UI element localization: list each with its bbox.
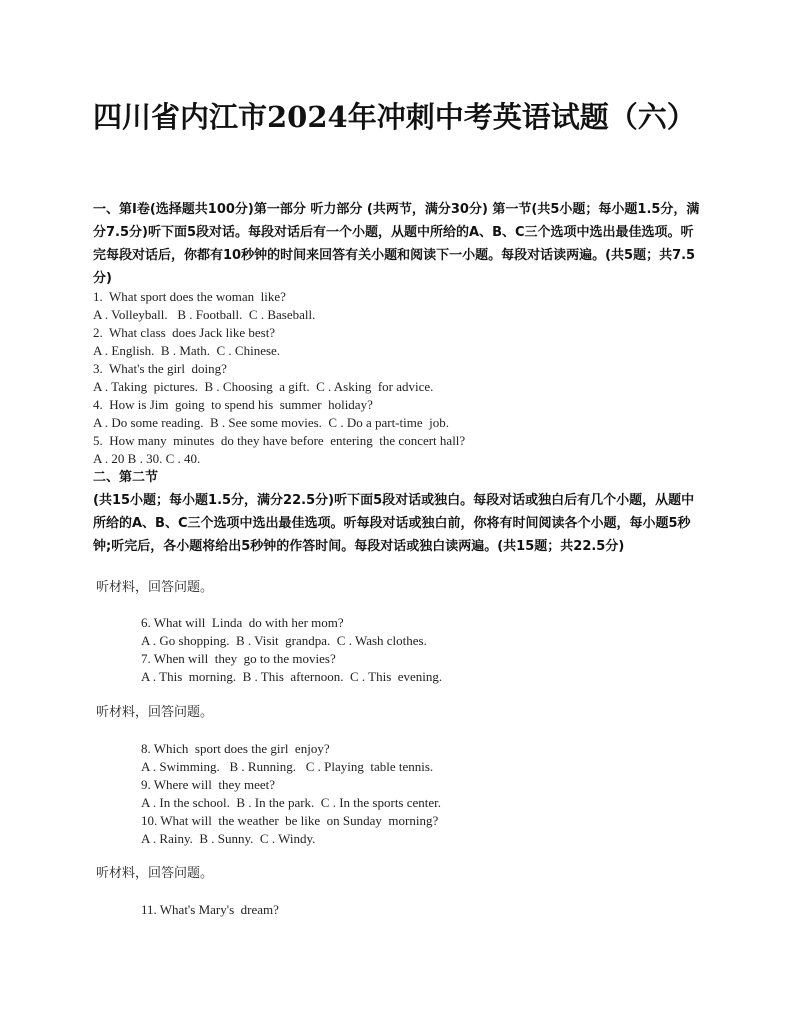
option-line: A . Do some reading. B . See some movies. C . Do a part-time job. bbox=[93, 415, 450, 430]
material-label: 听材料，回答问题。 bbox=[96, 866, 214, 881]
option-line: A . Swimming. B . Running. C . Playing table tennis. bbox=[141, 759, 434, 774]
option-line: A . Volleyball. B . Football. C . Baseball. bbox=[93, 307, 316, 322]
question-line: 9. Where will they meet? bbox=[141, 777, 276, 792]
question-line: 5. How many minutes do they have before entering the concert hall? bbox=[93, 433, 466, 448]
material-label: 听材料，回答问题。 bbox=[96, 705, 214, 720]
question-line: 11. What's Mary's dream? bbox=[141, 902, 279, 917]
question-line: 6. What will Linda do with her mom? bbox=[141, 615, 344, 630]
option-line: A . English. B . Math. C . Chinese. bbox=[93, 343, 281, 358]
option-line: A . Go shopping. B . Visit grandpa. C . Wash clothes. bbox=[141, 633, 427, 648]
question-line: 3. What's the girl doing? bbox=[93, 361, 227, 376]
option-line: A . Rainy. B . Sunny. C . Windy. bbox=[141, 831, 316, 846]
option-line: A . In the school. B . In the park. C . In the sports center. bbox=[141, 795, 442, 810]
question-line: 1. What sport does the woman like? bbox=[93, 289, 286, 304]
question-line: 8. Which sport does the girl enjoy? bbox=[141, 741, 330, 756]
section-1-heading: 一、第I卷(选择题共100分)第一部分 听力部分 (共两节，满分30分) 第一节(共5小题；每小题1.5分，满分7.5分)听下面5段对话。每段对话后有一个小题，从题中所给的A、B、C三个选项中选出最佳选项。听完每段对话后，你都有10秒钟的时间来回答有关小题和阅读下一小题。每段对话读两遍。(共5题；共7.5分) bbox=[93, 202, 700, 286]
material-label: 听材料，回答问题。 bbox=[96, 580, 214, 595]
question-line: 7. When will they go to the movies? bbox=[141, 651, 336, 666]
option-line: A . This morning. B . This afternoon. C . This evening. bbox=[141, 669, 443, 684]
section-2-label: 二、第二节 bbox=[93, 470, 159, 485]
page-title: 四川省内江市2024年冲刺中考英语试题（六） bbox=[93, 100, 696, 134]
option-line: A . Taking pictures. B . Choosing a gift. C . Asking for advice. bbox=[93, 379, 434, 394]
option-line: A . 20 B . 30. C . 40. bbox=[93, 451, 201, 466]
question-line: 4. How is Jim going to spend his summer holiday? bbox=[93, 397, 373, 412]
section-2-heading: (共15小题；每小题1.5分，满分22.5分)听下面5段对话或独白。每段对话或独白后有几个小题，从题中所给的A、B、C三个选项中选出最佳选项。听每段对话或独白前，你将有时间阅读各个小题，每小题5秒钟;听完后，各小题将给出5秒钟的作答时间。每段对话或独白读两遍。(共15题；共22.5分) bbox=[93, 493, 695, 554]
question-line: 2. What class does Jack like best? bbox=[93, 325, 276, 340]
question-line: 10. What will the weather be like on Sunday morning? bbox=[141, 813, 439, 828]
